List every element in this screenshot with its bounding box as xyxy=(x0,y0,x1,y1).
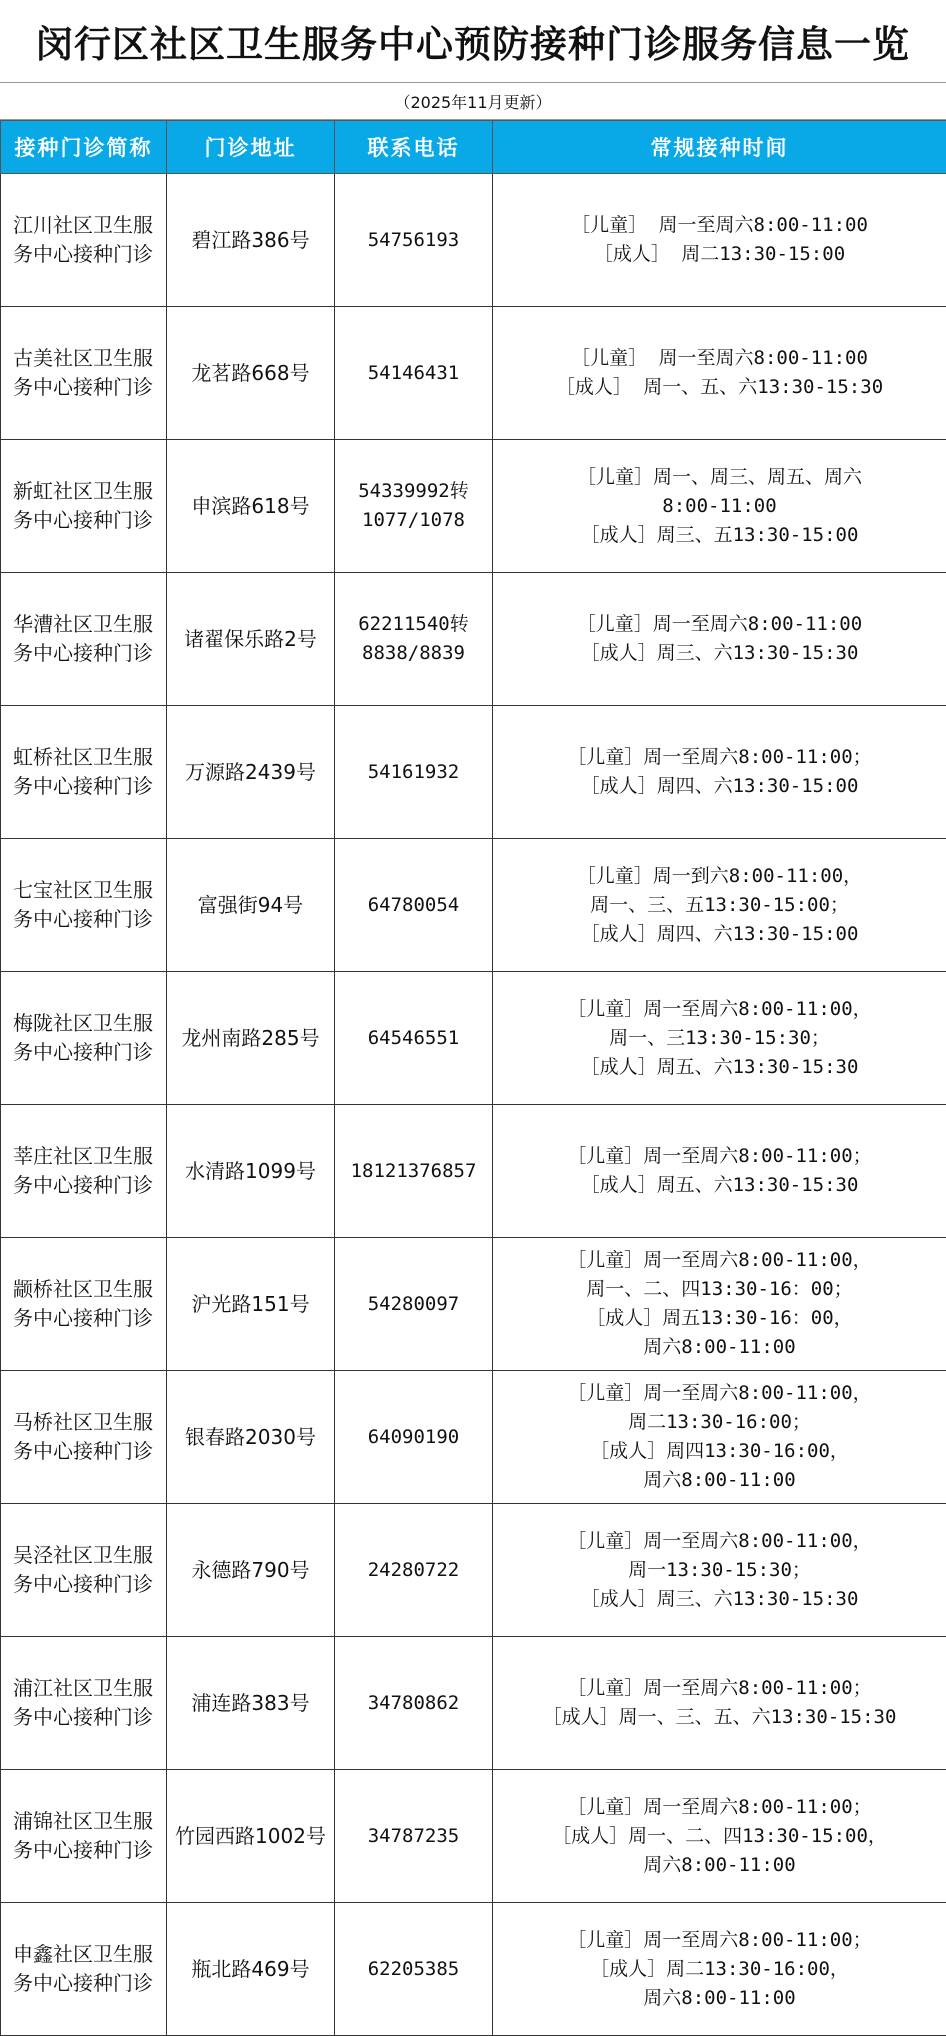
clinic-name-text: 浦锦社区卫生服务中心接种门诊 xyxy=(13,1809,153,1862)
vaccination-schedule xyxy=(493,839,946,972)
schedule-line: 周二13:30-16:00； xyxy=(628,1411,811,1433)
clinic-address-text: 诸翟保乐路2号 xyxy=(184,626,317,651)
schedule-line: 周一、二、四13:30-16：00； xyxy=(586,1278,853,1300)
phone-line: 62211540转 xyxy=(358,613,469,635)
table-row xyxy=(1,307,946,440)
clinic-address xyxy=(167,174,335,307)
clinic-address xyxy=(167,1238,335,1371)
table-row xyxy=(1,1637,946,1770)
phone-line: 62205385 xyxy=(367,1957,460,1980)
clinic-phone xyxy=(335,1238,493,1371)
clinic-address-text: 万源路2439号 xyxy=(185,759,316,784)
schedule-line: 周六8:00-11:00 xyxy=(643,1336,796,1358)
clinic-name-text: 莘庄社区卫生服务中心接种门诊 xyxy=(13,1144,153,1197)
schedule-line: ［儿童］周一至周六8:00-11:00； xyxy=(567,1677,872,1699)
clinic-address-text: 竹园西路1002号 xyxy=(175,1823,326,1848)
clinic-address xyxy=(167,706,335,839)
schedule-line: 周六8:00-11:00 xyxy=(643,1853,796,1876)
vaccination-schedule xyxy=(493,1903,946,2036)
schedule-line: ［成人］周四13:30-16:00， xyxy=(590,1440,849,1462)
clinic-name-text: 虹桥社区卫生服务中心接种门诊 xyxy=(13,745,153,798)
clinic-phone xyxy=(335,1105,493,1238)
phone-line: 54146431 xyxy=(367,361,460,384)
clinic-name xyxy=(1,1371,167,1504)
schedule-line: ［成人］ 周一、五、六13:30-15:30 xyxy=(555,376,884,398)
clinic-address xyxy=(167,440,335,573)
phone-line: 34780862 xyxy=(367,1691,460,1714)
clinic-address xyxy=(167,573,335,706)
header-schedule: 常规接种时间 xyxy=(493,121,946,174)
schedule-line: ［儿童］周一至周六8:00-11:00； xyxy=(567,746,872,768)
schedule-line: ［成人］周二13:30-16:00， xyxy=(590,1957,849,1980)
table-row xyxy=(1,573,946,706)
clinic-name xyxy=(1,174,167,307)
vaccination-schedule xyxy=(493,1105,946,1238)
schedule-line: ［成人］周三、六13:30-15:30 xyxy=(580,642,859,664)
update-note: （2025年11月更新） xyxy=(0,83,946,120)
phone-line: 1077/1078 xyxy=(362,509,465,531)
clinic-name-text: 梅陇社区卫生服务中心接种门诊 xyxy=(13,1011,153,1064)
schedule-line: 周一、三、五13:30-15:00； xyxy=(590,893,849,916)
table-row xyxy=(1,972,946,1105)
vaccination-schedule xyxy=(493,573,946,706)
clinic-name xyxy=(1,1238,167,1371)
clinic-address xyxy=(167,972,335,1105)
phone-line: 24280722 xyxy=(367,1558,460,1581)
page-title: 闵行区社区卫生服务中心预防接种门诊服务信息一览 xyxy=(0,0,946,83)
schedule-line: ［儿童］周一至周六8:00-11:00， xyxy=(567,1382,872,1404)
clinic-name xyxy=(1,1903,167,2036)
clinic-address xyxy=(167,1770,335,1903)
clinic-name xyxy=(1,1504,167,1637)
clinic-name xyxy=(1,1770,167,1903)
schedule-line: ［成人］周三、六13:30-15:30 xyxy=(580,1587,859,1610)
schedule-line: ［儿童］周一至周六8:00-11:00， xyxy=(567,1249,872,1271)
clinic-phone xyxy=(335,1504,493,1637)
clinic-address xyxy=(167,1637,335,1770)
clinic-phone xyxy=(335,1371,493,1504)
header-phone: 联系电话 xyxy=(335,121,493,174)
schedule-line: 周六8:00-11:00 xyxy=(643,1469,796,1491)
schedule-line: ［儿童］周一至周六8:00-11:00； xyxy=(567,1928,872,1951)
phone-line: 64780054 xyxy=(367,893,460,916)
table-row xyxy=(1,706,946,839)
phone-line: 54161932 xyxy=(367,760,460,783)
clinic-phone xyxy=(335,307,493,440)
clinic-phone xyxy=(335,174,493,307)
vaccination-schedule xyxy=(493,972,946,1105)
phone-line: 54280097 xyxy=(367,1292,460,1315)
table-header-row xyxy=(1,121,946,174)
clinic-phone xyxy=(335,1770,493,1903)
clinic-address-text: 浦连路383号 xyxy=(191,1690,310,1715)
vaccination-schedule xyxy=(493,706,946,839)
table-row xyxy=(1,1371,946,1504)
clinic-address xyxy=(167,1903,335,2036)
clinic-name-text: 新虹社区卫生服务中心接种门诊 xyxy=(13,479,153,532)
vaccination-schedule xyxy=(493,1238,946,1371)
schedule-line: ［成人］周五、六13:30-15:30 xyxy=(580,1055,859,1078)
schedule-line: ［儿童］周一到六8:00-11:00， xyxy=(576,864,863,887)
schedule-line: ［儿童］周一至周六8:00-11:00， xyxy=(567,1529,872,1552)
phone-line: 54339992转 xyxy=(358,480,469,502)
schedule-line: ［成人］周四、六13:30-15:00 xyxy=(580,775,859,797)
schedule-line: ［儿童］周一至周六8:00-11:00 xyxy=(576,613,863,635)
table-row xyxy=(1,1238,946,1371)
clinic-address-text: 富强街94号 xyxy=(197,892,304,917)
table-row xyxy=(1,440,946,573)
clinic-name-text: 华漕社区卫生服务中心接种门诊 xyxy=(13,612,153,665)
clinic-name xyxy=(1,706,167,839)
clinic-name xyxy=(1,972,167,1105)
vaccination-schedule xyxy=(493,307,946,440)
clinic-phone xyxy=(335,839,493,972)
clinic-address-text: 水清路1099号 xyxy=(185,1158,316,1183)
clinic-address-text: 碧江路386号 xyxy=(191,227,310,252)
schedule-line: ［儿童］ 周一至周六8:00-11:00 xyxy=(571,347,868,369)
schedule-line: ［儿童］周一至周六8:00-11:00， xyxy=(567,997,872,1020)
clinic-phone xyxy=(335,573,493,706)
clinic-address xyxy=(167,839,335,972)
phone-line: 54756193 xyxy=(367,228,460,251)
schedule-line: ［成人］周五、六13:30-15:30 xyxy=(580,1174,859,1196)
phone-line: 64546551 xyxy=(367,1026,460,1049)
phone-line: 8838/8839 xyxy=(362,642,465,664)
phone-line: 34787235 xyxy=(367,1824,460,1847)
schedule-line: 周一、三13:30-15:30； xyxy=(609,1026,830,1049)
clinic-name-text: 七宝社区卫生服务中心接种门诊 xyxy=(13,878,153,931)
table-row xyxy=(1,1504,946,1637)
clinic-name xyxy=(1,573,167,706)
clinic-phone xyxy=(335,440,493,573)
clinic-table xyxy=(0,120,946,2036)
phone-line: 18121376857 xyxy=(350,1159,477,1182)
clinic-address-text: 永德路790号 xyxy=(191,1557,310,1582)
schedule-line: 8:00-11:00 xyxy=(662,494,777,517)
table-row xyxy=(1,839,946,972)
clinic-name-text: 江川社区卫生服务中心接种门诊 xyxy=(13,213,153,266)
vaccination-schedule xyxy=(493,1504,946,1637)
vaccination-schedule xyxy=(493,1637,946,1770)
clinic-name xyxy=(1,440,167,573)
header-address: 门诊地址 xyxy=(167,121,335,174)
schedule-line: 周一13:30-15:30； xyxy=(628,1558,811,1581)
clinic-address-text: 瓶北路469号 xyxy=(191,1956,310,1981)
table-body xyxy=(1,174,946,2036)
schedule-line: ［成人］周一、二、四13:30-15:00， xyxy=(552,1824,887,1847)
schedule-line: ［成人］ 周二13:30-15:00 xyxy=(593,243,846,265)
clinic-name xyxy=(1,839,167,972)
clinic-address-text: 龙茗路668号 xyxy=(191,360,310,385)
clinic-address-text: 申滨路618号 xyxy=(191,493,310,518)
schedule-line: 周六8:00-11:00 xyxy=(643,1986,796,2009)
table-row xyxy=(1,174,946,307)
clinic-address xyxy=(167,307,335,440)
clinic-address xyxy=(167,1504,335,1637)
table-row xyxy=(1,1105,946,1238)
schedule-line: ［儿童］ 周一至周六8:00-11:00 xyxy=(571,214,868,236)
schedule-line: ［成人］周五13:30-16：00， xyxy=(586,1307,853,1329)
clinic-name xyxy=(1,1637,167,1770)
table-row xyxy=(1,1903,946,2036)
clinic-name-text: 古美社区卫生服务中心接种门诊 xyxy=(13,346,153,399)
clinic-phone xyxy=(335,1637,493,1770)
schedule-line: ［成人］周四、六13:30-15:00 xyxy=(580,922,859,945)
clinic-name-text: 申鑫社区卫生服务中心接种门诊 xyxy=(13,1942,153,1995)
header-clinic-name: 接种门诊简称 xyxy=(1,121,167,174)
clinic-name xyxy=(1,1105,167,1238)
table-row xyxy=(1,1770,946,1903)
clinic-name xyxy=(1,307,167,440)
schedule-line: ［儿童］周一至周六8:00-11:00； xyxy=(567,1145,872,1167)
clinic-phone xyxy=(335,706,493,839)
vaccination-schedule xyxy=(493,1371,946,1504)
vaccination-schedule xyxy=(493,440,946,573)
clinic-name-text: 吴泾社区卫生服务中心接种门诊 xyxy=(13,1543,153,1596)
vaccination-schedule xyxy=(493,1770,946,1903)
schedule-line: ［儿童］周一至周六8:00-11:00； xyxy=(567,1795,872,1818)
clinic-address xyxy=(167,1105,335,1238)
clinic-name-text: 浦江社区卫生服务中心接种门诊 xyxy=(13,1676,153,1729)
clinic-phone xyxy=(335,1903,493,2036)
clinic-address-text: 龙州南路285号 xyxy=(181,1025,320,1050)
clinic-address-text: 沪光路151号 xyxy=(191,1291,310,1316)
schedule-line: ［成人］周三、五13:30-15:00 xyxy=(580,523,859,546)
schedule-line: ［成人］周一、三、五、六13:30-15:30 xyxy=(542,1706,897,1728)
clinic-address-text: 银春路2030号 xyxy=(185,1424,316,1449)
clinic-name-text: 马桥社区卫生服务中心接种门诊 xyxy=(13,1410,153,1463)
clinic-address xyxy=(167,1371,335,1504)
phone-line: 64090190 xyxy=(367,1425,460,1448)
clinic-name-text: 颛桥社区卫生服务中心接种门诊 xyxy=(13,1277,153,1330)
clinic-phone xyxy=(335,972,493,1105)
vaccination-schedule xyxy=(493,174,946,307)
schedule-line: ［儿童］周一、周三、周五、周六 xyxy=(576,465,862,488)
